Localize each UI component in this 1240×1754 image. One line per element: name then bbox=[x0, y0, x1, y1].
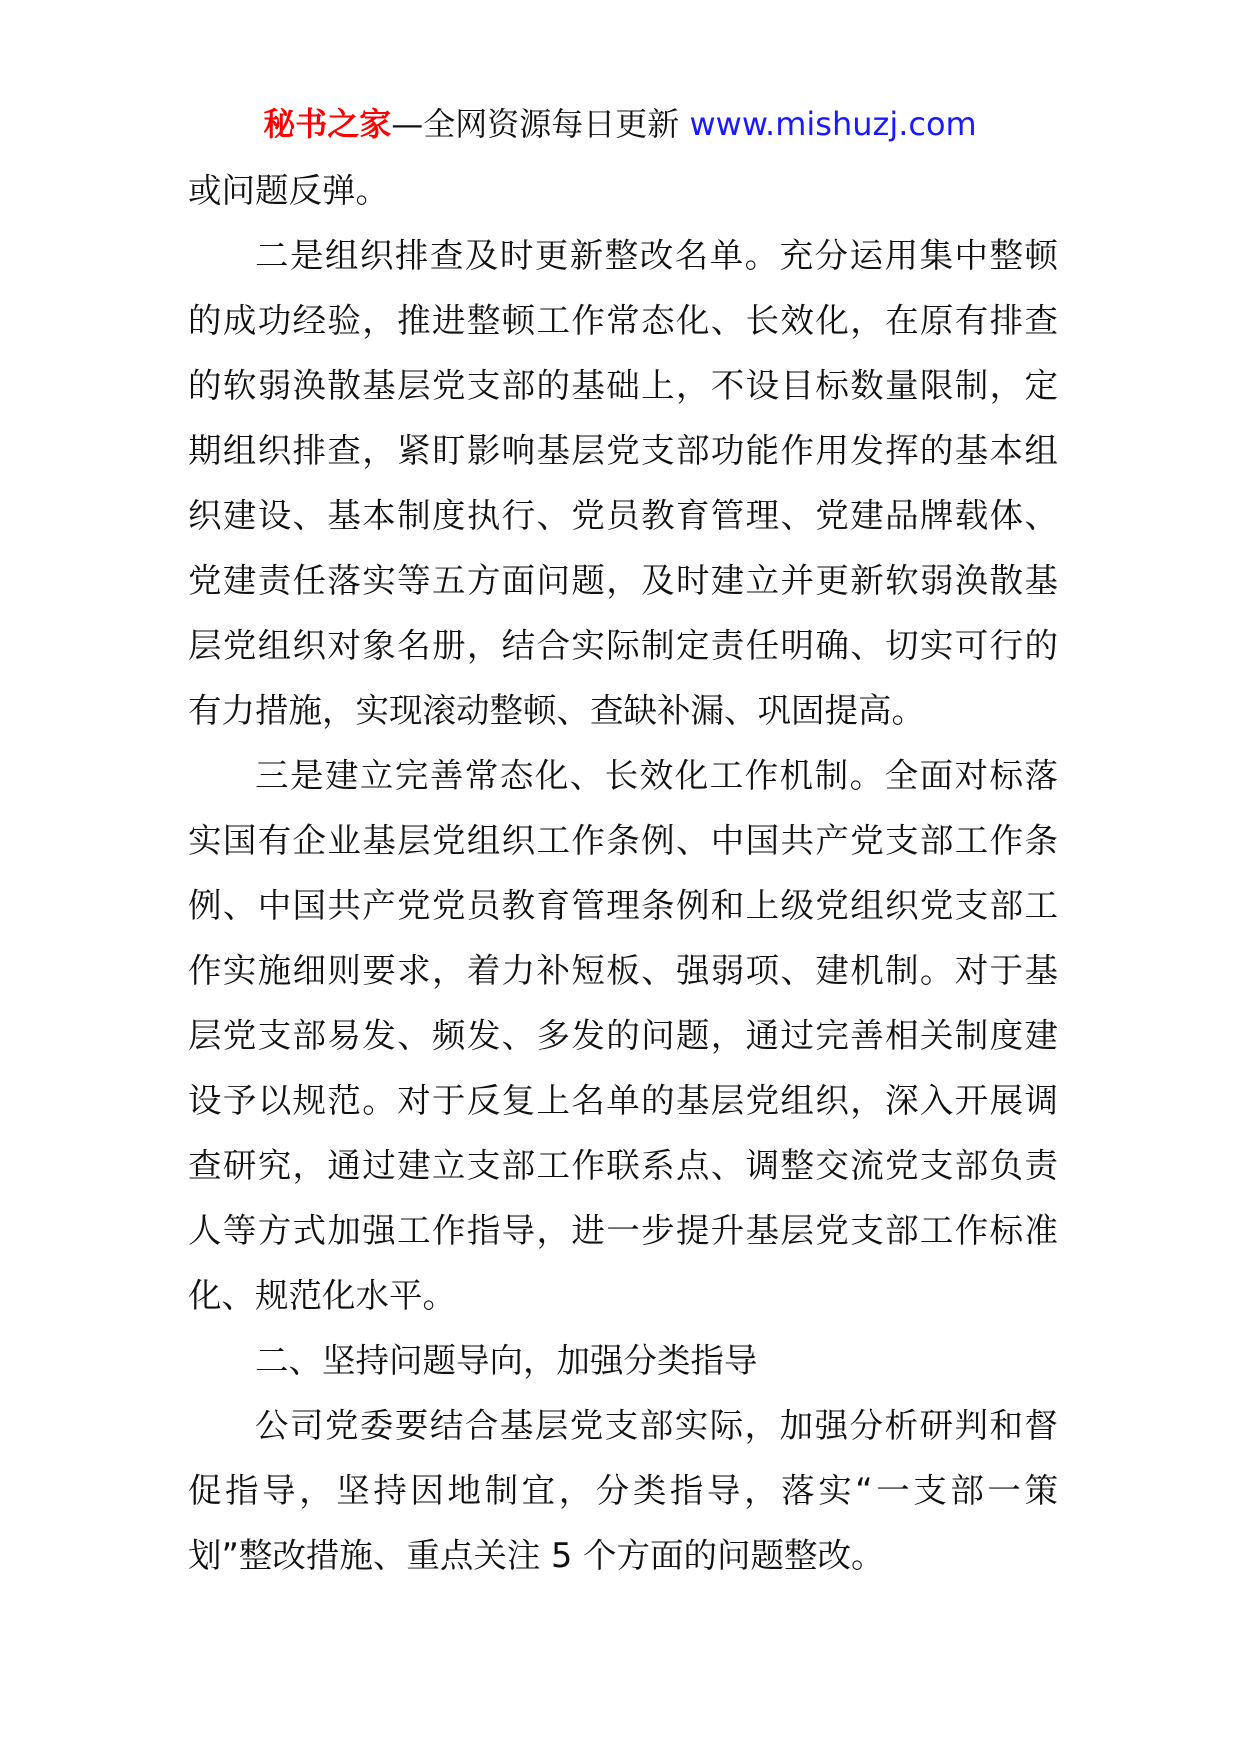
paragraph: 公司党委要结合基层党支部实际，加强分析研判和督促指导，坚持因地制宜，分类指导，落实“一支部一策划”整改措施、重点关注 5 个方面的问题整改。 bbox=[188, 1406, 1058, 1575]
section-heading: 二、坚持问题导向，加强分类指导 bbox=[255, 1341, 758, 1380]
document-body bbox=[188, 158, 1058, 1588]
paragraph-continuation: 或问题反弹。 bbox=[188, 171, 389, 210]
site-brand: 秘书之家 bbox=[263, 105, 392, 143]
site-url-link[interactable]: www.mishuzj.com bbox=[689, 105, 977, 143]
site-header bbox=[0, 102, 1240, 146]
paragraph: 二是组织排查及时更新整改名单。充分运用集中整顿的成功经验，推进整顿工作常态化、长效化，在原有排查的软弱涣散基层党支部的基础上，不设目标数量限制，定期组织排查，紧盯影响基层党支部功能作用发挥的基本组织建设、基本制度执行、党员教育管理、党建品牌载体、党建责任落实等五方面问题，及时建立并更新软弱涣散基层党组织对象名册，结合实际制定责任明确、切实可行的有力措施，实现滚动整顿、查缺补漏、巩固提高。 bbox=[188, 236, 1058, 730]
site-tagline: —全网资源每日更新 bbox=[391, 105, 680, 143]
paragraph: 三是建立完善常态化、长效化工作机制。全面对标落实国有企业基层党组织工作条例、中国共产党支部工作条例、中国共产党党员教育管理条例和上级党组织党支部工作实施细则要求，着力补短板、强弱项、建机制。对于基层党支部易发、频发、多发的问题，通过完善相关制度建设予以规范。对于反复上名单的基层党组织，深入开展调查研究，通过建立支部工作联系点、调整交流党支部负责人等方式加强工作指导，进一步提升基层党支部工作标准化、规范化水平。 bbox=[188, 756, 1058, 1315]
